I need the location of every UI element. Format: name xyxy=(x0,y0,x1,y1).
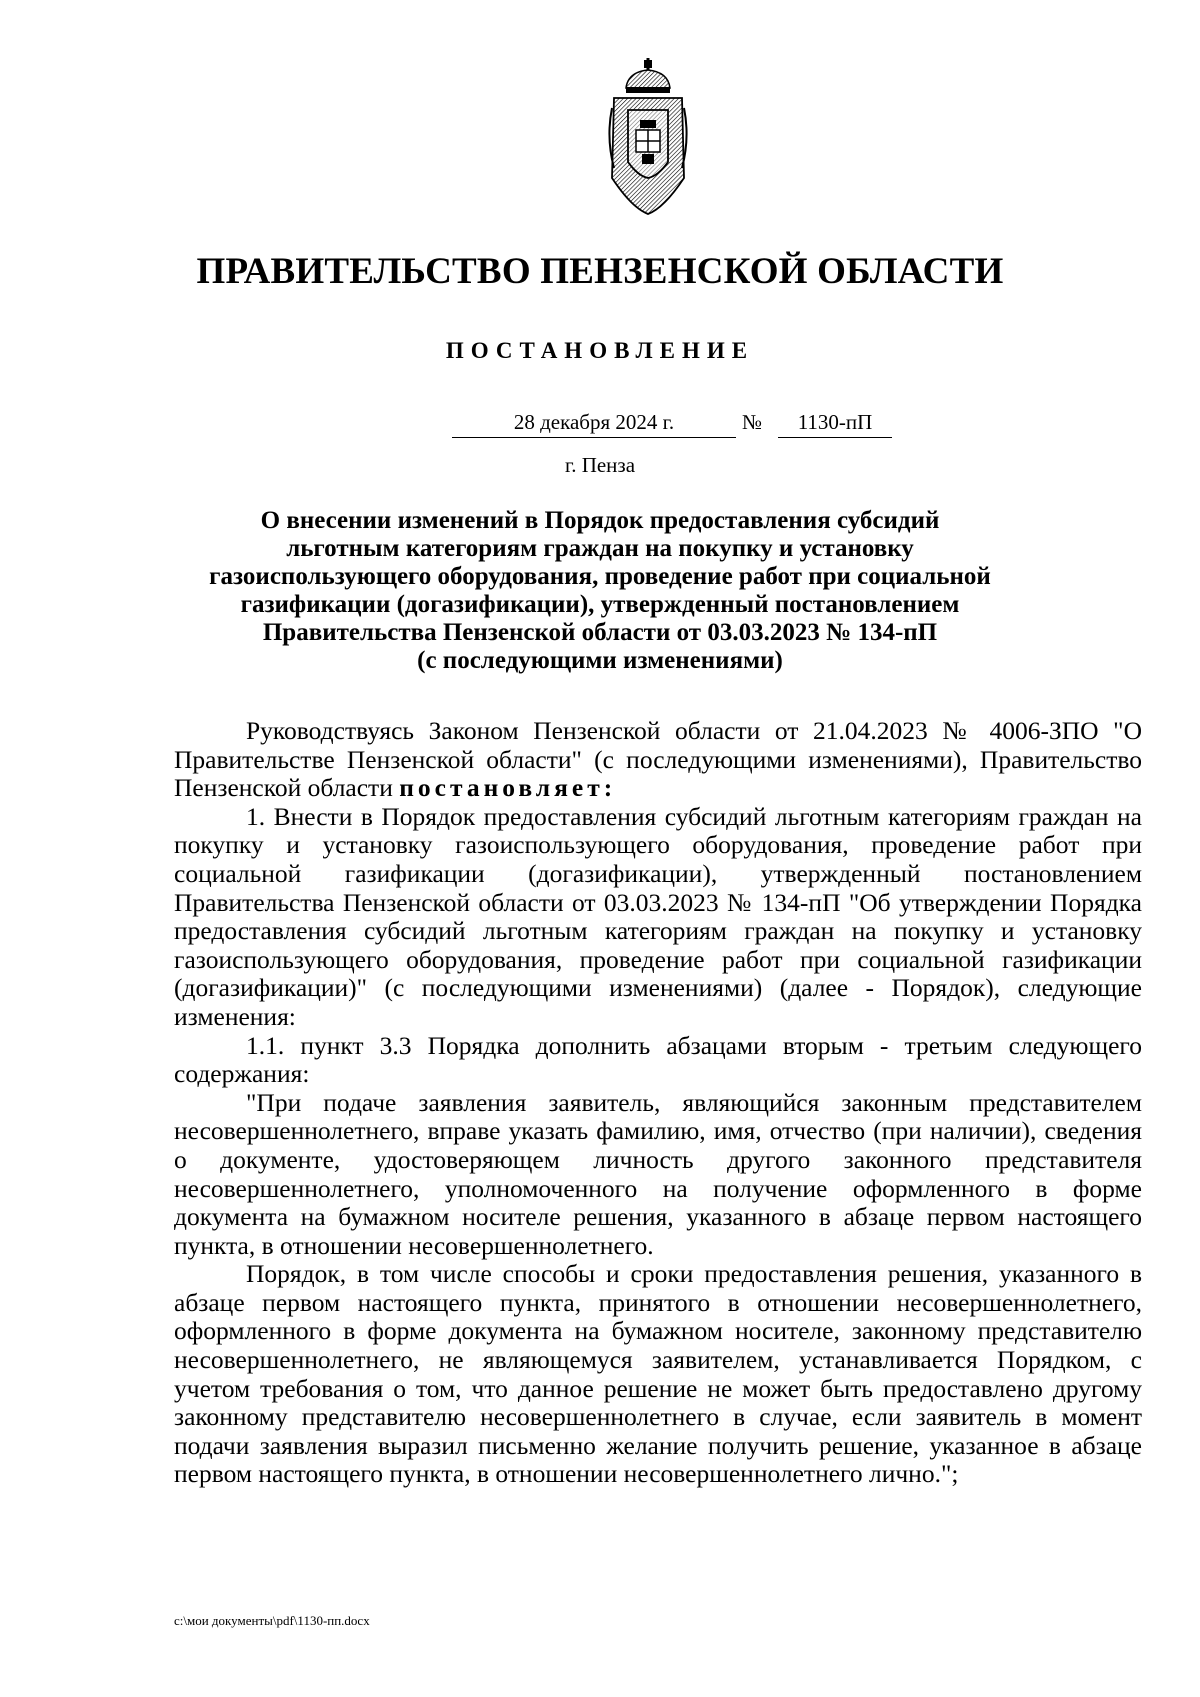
document-number: 1130-пП xyxy=(778,410,892,438)
body-paragraph: "При подаче заявления заявитель, являющийся законным представителем несовершеннолетнего, вправе указать фамилию, имя, отчество (при наличии), сведения о документе, удостоверяющем личность другого законного представителя несовершеннолетнего, уполномоченного на получение оформленного в форме документа на бумажном носителе решения, указанного в абзаце первом настоящего пункта, в отношении несовершеннолетнего. xyxy=(174,1087,1142,1260)
number-sign: № xyxy=(742,410,763,434)
document-body xyxy=(174,717,1142,1489)
document-date: 28 декабря 2024 г. xyxy=(452,410,736,438)
body-paragraph: Порядок, в том числе способы и сроки предоставления решения, указанного в абзаце первом настоящего пункта, принятого в отношении несовершеннолетнего, оформленного в форме документа на бумажном носителе, законному представителю несовершеннолетнего, не являющемуся заявителем, устанавливается Порядком, с учетом требования о том, что данное решение не может быть предоставлено другому законному представителю несовершеннолетнего в случае, если заявитель в момент подачи заявления выразил письменно желание получить решение, указанное в абзаце первом настоящего пункта, в отношении несовершеннолетнего лично."; xyxy=(174,1259,1142,1489)
government-title: ПРАВИТЕЛЬСТВО ПЕНЗЕНСКОЙ ОБЛАСТИ xyxy=(196,251,1004,292)
resolves-word: постановляет: xyxy=(399,773,617,803)
heading-line: О внесении изменений в Порядок предоставления субсидий xyxy=(260,507,940,534)
document-city: г. Пенза xyxy=(564,453,636,477)
document-type: ПОСТАНОВЛЕНИЕ xyxy=(445,338,755,363)
heading-line: газоиспользующего оборудования, проведение работ при социальной xyxy=(209,563,991,590)
preamble-text: Руководствуясь Законом Пензенской области от 21.04.2023 № 4006-ЗПО "О Правительстве Пензенской области" (с последующими изменениями), Правительство Пензенской области xyxy=(174,716,1142,803)
document-heading xyxy=(150,507,1050,675)
coat-of-arms-icon xyxy=(604,58,692,216)
heading-line: газификации (догазификации), утвержденный постановлением xyxy=(240,591,960,618)
heading-line: (с последующими изменениями) xyxy=(417,647,783,674)
body-paragraph: 1.1. пункт 3.3 Порядка дополнить абзацами вторым - третьим следующего содержания: xyxy=(174,1030,1142,1089)
file-path-footer: c:\мои документы\pdf\1130-пп.docx xyxy=(174,1613,370,1628)
heading-line: Правительства Пензенской области от 03.03.2023 № 134-пП xyxy=(262,619,938,646)
body-paragraph: 1. Внести в Порядок предоставления субсидий льготным категориям граждан на покупку и установку газоиспользующего оборудования, проведение работ при социальной газификации (догазификации), утвержденный постановлением Правительства Пензенской области от 03.03.2023 № 134-пП "Об утверждении Порядка предоставления субсидий льготным категориям граждан на покупку и установку газоиспользующего оборудования, проведение работ при социальной газификации (догазификации)" (с последующими изменениями) (далее - Порядок), следующие изменения: xyxy=(174,801,1142,1031)
body-paragraph xyxy=(174,717,1142,803)
heading-line: льготным категориям граждан на покупку и установку xyxy=(286,535,914,562)
